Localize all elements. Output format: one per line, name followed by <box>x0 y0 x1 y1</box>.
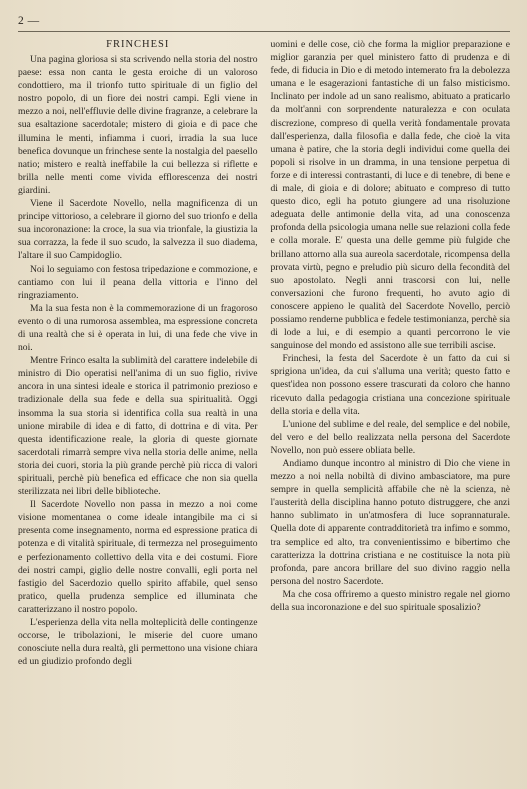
header-rule <box>18 31 510 32</box>
right-column <box>271 38 511 668</box>
article-paragraph: Ma che cosa offriremo a questo ministro regale nel giorno della sua incoronazione e del suo spirituale sposalizio? <box>270 588 510 614</box>
article-paragraph: Una pagina gloriosa si sta scrivendo nella storia del nostro paese: essa non canta le gesta eroiche di un valoroso condottiero, ma il trionfo tutto spirituale di un figlio del nostro popolo, di un fiore dei nostri campi. Egli viene in mezzo a noi, nell'effluvie delle divine fragranze, a celebrare la sua esaltazione sacerdotale; mistero di gioia e di pace che illumina le menti, infiamma i cuori, irradia la sua luce benefica dovunque un frinchese sente la nostalgia del paesello natio; mistero e realtà ineffabile la cui bellezza si riflette e brilla nelle menti come vivida efflorescenza dei nostri giardini. <box>18 54 258 196</box>
article-paragraph: uomini e delle cose, ciò che forma la miglior preparazione e miglior garanzia per quel ministero fatto di prudenza e di fede, di fiducia in Dio e di metodo intemerato fra la debolezza umana e le esagerazioni fantastiche di un falso misticismo. Inclinato per indole ad un sano realismo, abituato a praticarlo da molt'anni con sorprendente naturalezza e con oculata discrezione, compreso di quella verità fondamentale provata dall'esperienza, dalla filosofia e dalla fede, che cioè la vita umana è patire, che la storia degli individui come quella dei popoli si risolve in un dramma, in una tensione perpetua di forze e di interessi contrastanti, di luce e di tenebre, di bene e di male, di gioia e di dolore; abituato e compreso di tutto questo dico, egli ha potuto giungere ad una risoluzione adeguata delle antimonie della vita, ad una conoscenza profonda della psicologia umana nelle sue relazioni colla fede e colla morale. E' questa una delle gemme più fulgide che brillano attorno alla sua aureola sacerdotale, ricompensa della provata virtù, pegno e preludio più sicuro della fecondità del suo apostolato. Negli anni trascorsi con lui, nelle conversazioni che furono frequenti, ho avuto agio di conoscere appieno le qualità del Sacerdote Novello, perciò possiamo renderne pubblica e fedele testimonianza, perchè sia di lode a lui, e di esempio a quanti percorrono le vie sanguinose del mondo ed assistono alle sue terribili ascise. <box>270 39 510 352</box>
article-paragraph: Andiamo dunque incontro al ministro di Dio che viene in mezzo a noi nella nobiltà di divino ambasciatore, ma pure sempre in quella semplicità affabile che nè la scienza, nè l'austerità della disciplina hanno potuto distruggere, che anzi hanno sublimato in un'atmosfera di luce soprannaturale. Quella dote di apparente contradditorietà tra infimo e sommo, tra semplice ed alto, tra convenientissimo e bibertimo che caratterizza la dottrina cristiana e ne costituisce la nota più profonda, pare ancora brillare del suo divino raggio nella persona del nostro Sacerdote. <box>270 458 510 587</box>
article-paragraph: Il Sacerdote Novello non passa in mezzo a noi come visione momentanea o come ideale intangibile ma ci si presenta come insegnamento, norma ed espressione pratica di potenza e di vitalità spirituale, di termezza nel proseguimento e perfezionamento collettivo della vita e dei costumi. Fiore dei nostri campi, giglio delle nostre convalli, egli porta nel fastigio del Sacerdozio quello spirito affabile, quel senso pratico, quella prudenza semplice ed illuminata che caratterizzano il nostro popolo. <box>18 499 258 615</box>
article-paragraph: L'esperienza della vita nella molteplicità delle contingenze occorse, le tribolazioni, le miserie del cuore umano conosciute nella dura realtà, gli permettono una visione chiara ed un giudizio profondo degli <box>18 617 258 668</box>
article-columns <box>18 38 510 668</box>
article-paragraph: Viene il Sacerdote Novello, nella magnificenza di un principe vittorioso, a celebrare il giorno del suo trionfo e della sua incoronazione: la croce, la sua via trionfale, la giustizia la sua corrazza, la fede il suo scudo, la salvezza il suo diadema, l'altare il suo Campidoglio. <box>18 198 258 262</box>
article-paragraph: Noi lo seguiamo con festosa tripedazione e commozione, e cantiamo con lui il peana della vittoria e l'inno del ringraziamento. <box>18 263 258 301</box>
article-paragraph: L'unione del sublime e del reale, del semplice e del nobile, del vero e del bello realizzata nella persona del Sacerdote Novello, non può essere obliata belle. <box>270 418 510 456</box>
left-column <box>18 38 258 668</box>
article-title: FRINCHESI <box>106 39 170 50</box>
page-number: 2 — <box>18 15 40 27</box>
article-paragraph: Mentre Frinco esalta la sublimità del carattere indelebile di ministro di Dio operatisi nell'anima di un suo figlio, rivive ancora in una sintesi ideale e storica il patrimonio prezioso e tradizionale della sua fede e della sua spiritualità. Oggi insomma la sua storia si identifica colla sua realtà in una unione mirabile di idea e di fatto, di dottrina e di vita. Per questa identificazione reale, la gloria di queste giornate sacerdotali rimarrà sempre viva nella storia delle anime, nella storia dei cuori, storia la più grande perchè più ricca di valori spirituali, perchè più benefica ed efficace che non sia quella sterilizzata nei libri delle biblioteche. <box>18 355 258 498</box>
article-paragraph: Ma la sua festa non è la commemorazione di un fragoroso evento o di una rumorosa assemblea, ma espressione concreta di una realtà che si è operata in lui, di una fede che vive in noi. <box>18 302 258 354</box>
article-paragraph: Frinchesi, la festa del Sacerdote è un fatto da cui si sprigiona un'idea, da cui s'alluma una verità; questo fatto e quest'idea non possono essere trascurati da coloro che hanno ricevuto dalla pedagogia cristiana una concezione spirituale della storia e della vita. <box>270 353 510 417</box>
